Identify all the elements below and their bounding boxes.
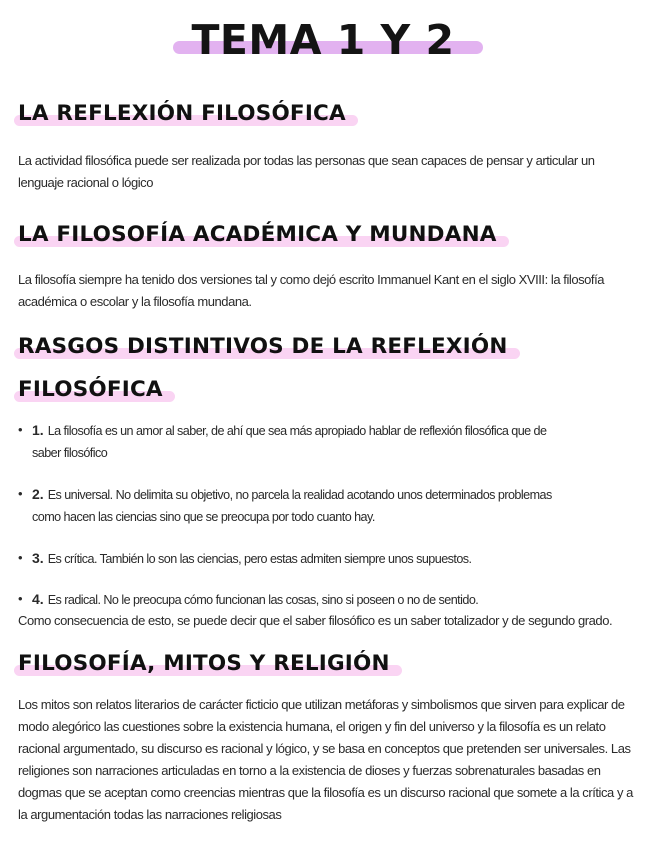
- list-item: [18, 588, 634, 611]
- bullet: •: [18, 550, 23, 565]
- item-number: 1.: [32, 422, 44, 438]
- item-text-continued: como hacen las ciencias sino que se preocupa por todo cuanto hay.: [32, 510, 375, 524]
- item-text: Es radical. No le preocupa cómo funcionan las cosas, sino si poseen o no de sentido.: [47, 593, 479, 607]
- paragraph-academica-mundana: La filosofía siempre ha tenido dos versiones tal y como dejó escrito Immanuel Kant en el siglo XVIII: la filosofía académica o escolar y la filosofía mundana.: [18, 272, 605, 309]
- bullet: •: [18, 422, 23, 437]
- item-number: 4.: [32, 591, 44, 607]
- item-text-continued: saber filosófico: [32, 446, 108, 460]
- item-number: 3.: [32, 550, 44, 566]
- heading-reflexion: LA REFLEXIÓN FILOSÓFICA: [18, 100, 358, 128]
- list-item: [18, 483, 634, 528]
- item-text: Es crítica. También lo son las ciencias, pero estas admiten siempre unos supuestos.: [47, 552, 472, 566]
- heading-rasgos-line2: FILOSÓFICA: [18, 376, 175, 404]
- heading-academica-mundana: LA FILOSOFÍA ACADÉMICA Y MUNDANA: [18, 221, 509, 249]
- item-number: 2.: [32, 486, 44, 502]
- paragraph-mitos-religion: Los mitos son relatos literarios de carácter ficticio que utilizan metáforas y simbolismos que sirven para explicar de modo alegórico las cuestiones sobre la existencia humana, el origen y fin del universo y la filosofía es un relato racional argumentado, su discurso es racional y lógico, y se basa en conceptos que pretenden ser universales. Las religiones son narraciones articuladas en torno a la existencia de dioses y fuerzas sobrenaturales basadas en dogmas que se aceptan como creencias mientras que la filosofía es un discurso racional que somete a la crítica y a la argumentación todas las narraciones religiosas: [18, 697, 633, 822]
- item-text: Es universal. No delimita su objetivo, no parcela la realidad acotando unos determinados problemas: [47, 488, 552, 502]
- page-title: TEMA 1 Y 2: [177, 14, 468, 66]
- title-container: [0, 14, 646, 66]
- heading-mitos-religion: FILOSOFÍA, MITOS Y RELIGIÓN: [18, 650, 402, 678]
- heading-rasgos-line1: RASGOS DISTINTIVOS DE LA REFLEXIÓN: [18, 333, 520, 361]
- list-item: [18, 419, 634, 464]
- paragraph-reflexion: La actividad filosófica puede ser realizada por todas las personas que sean capaces de pensar y articular un lenguaje racional o lógico: [18, 153, 595, 190]
- item-text: La filosofía es un amor al saber, de ahí que sea más apropiado hablar de reflexión filosófica que de: [47, 424, 547, 438]
- paragraph-conclusion: Como consecuencia de esto, se puede decir que el saber filosófico es un saber totalizador y de segundo grado.: [18, 613, 613, 628]
- bullet: •: [18, 486, 23, 501]
- list-item: [18, 547, 634, 570]
- bullet: •: [18, 591, 23, 606]
